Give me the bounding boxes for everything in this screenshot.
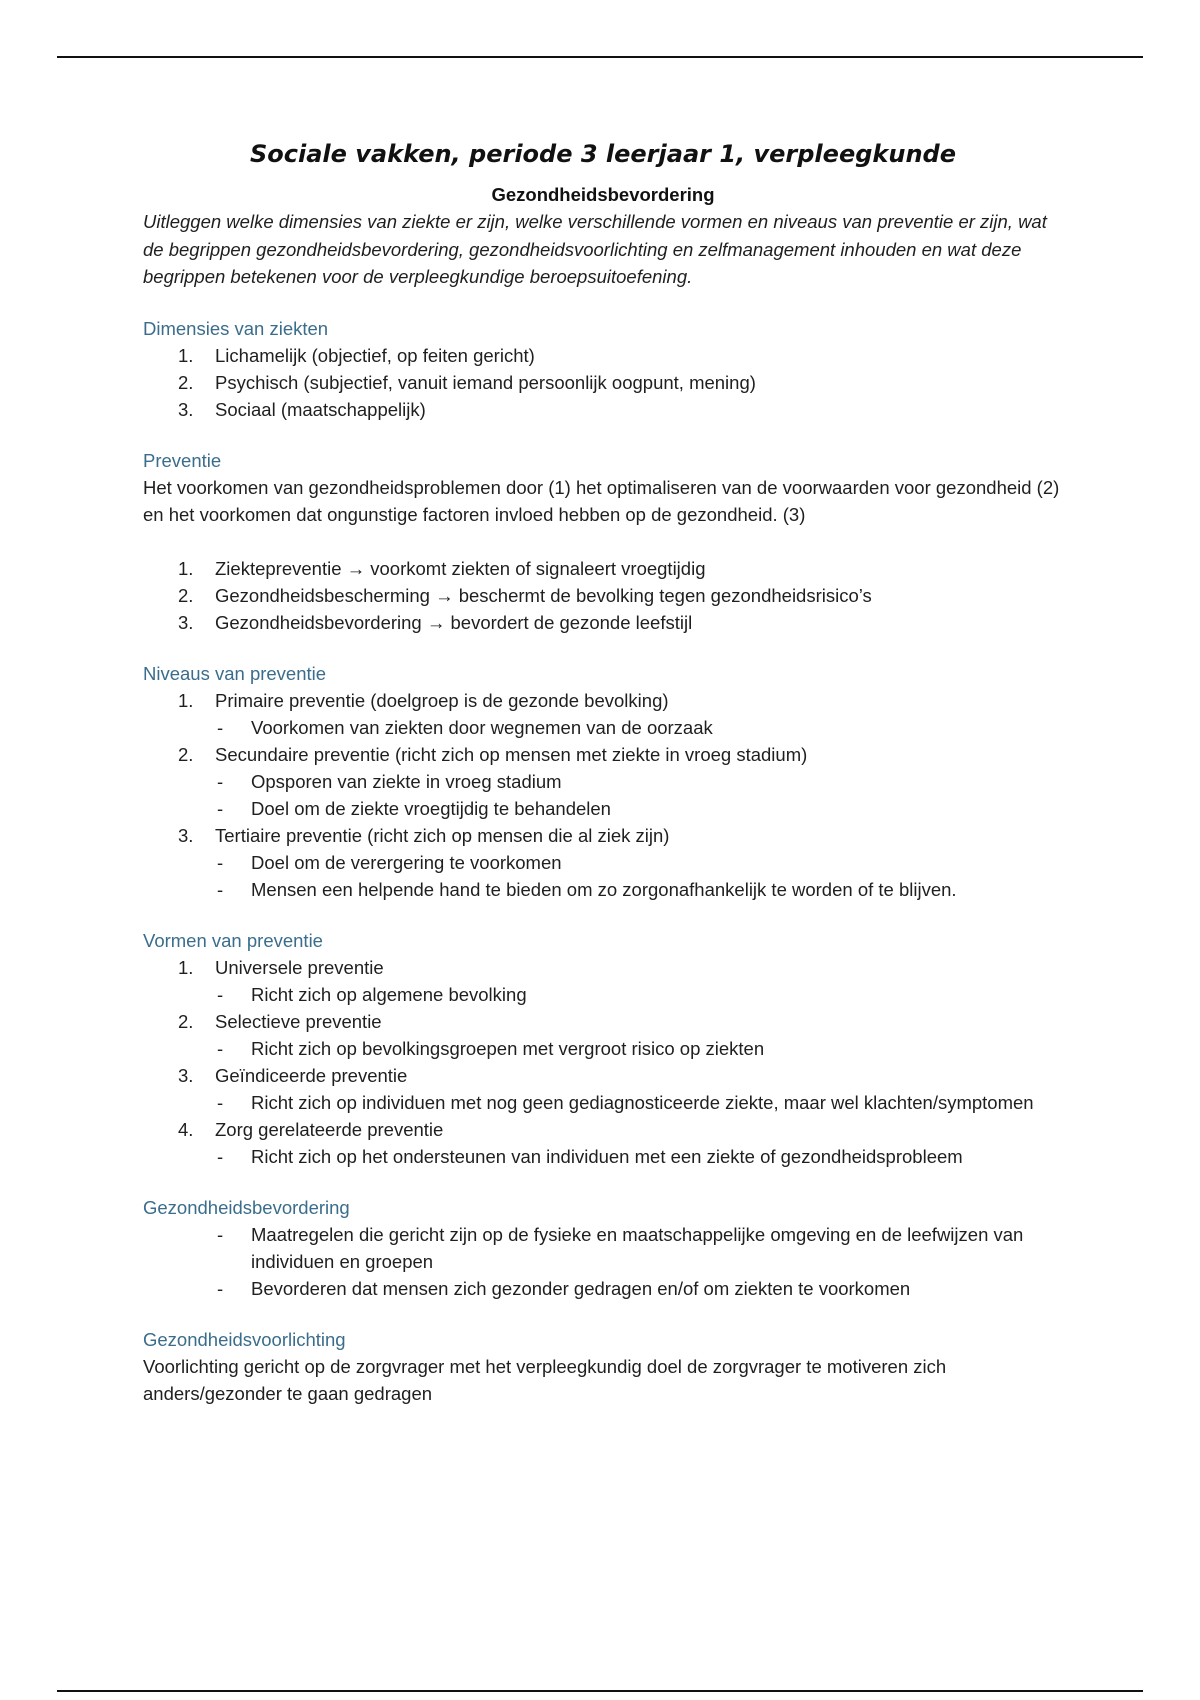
niveaus-list [143, 687, 1063, 903]
list-text: Tertiaire preventie (richt zich op mensen die al ziek zijn) [215, 824, 670, 846]
sub-text: Maatregelen die gericht zijn op de fysieke en maatschappelijke omgeving en de leefwijzen van individuen en groepen [251, 1223, 1024, 1272]
dash-bullet: - [217, 1277, 224, 1299]
preventie-list [143, 555, 1063, 636]
sub-list-item [143, 876, 1063, 903]
heading-preventie: Preventie [143, 449, 222, 471]
sub-list [215, 1089, 1063, 1116]
dash-bullet: - [217, 1145, 224, 1167]
sub-list-item [143, 1143, 1063, 1170]
list-text: Psychisch (subjectief, vanuit iemand persoonlijk oogpunt, mening) [215, 371, 756, 393]
sub-list-item [143, 1035, 1063, 1062]
preventie-paragraph: Het voorkomen van gezondheidsproblemen door (1) het optimaliseren van de voorwaarden voor gezondheid (2) en het voorkomen dat ongunstige factoren invloed hebben op de gezondheid. (3) [143, 476, 1060, 525]
dash-bullet: - [217, 878, 224, 900]
list-item [143, 741, 1063, 822]
dash-bullet: - [217, 1037, 224, 1059]
sub-list [215, 714, 1063, 741]
dash-bullet: - [217, 851, 224, 873]
vormen-list [143, 954, 1063, 1170]
sub-text: Richt zich op bevolkingsgroepen met vergroot risico op ziekten [251, 1037, 765, 1059]
list-item [143, 1062, 1063, 1116]
list-number: 2. [178, 1010, 194, 1032]
sub-text: Richt zich op individuen met nog geen gediagnosticeerde ziekte, maar wel klachten/symptomen [251, 1091, 1034, 1113]
dash-bullet: - [217, 1223, 224, 1245]
heading-dimensies: Dimensies van ziekten [143, 317, 329, 339]
list-item [143, 609, 1063, 636]
sub-list-item [143, 1089, 1063, 1116]
intro-paragraph: Uitleggen welke dimensies van ziekte er zijn, welke verschillende vormen en niveaus van preventie er zijn, wat de begrippen gezondheidsbevordering, gezondheidsvoorlichting en zelfmanagement inhouden en wat deze begrippen betekenen voor de verpleegkundige beroepsuitoefening. [143, 211, 1047, 287]
dimensies-list [143, 342, 1063, 423]
dash-bullet: - [217, 1091, 224, 1113]
list-text: Secundaire preventie (richt zich op mensen met ziekte in vroeg stadium) [215, 743, 808, 765]
list-number: 2. [178, 371, 194, 393]
heading-vormen: Vormen van preventie [143, 929, 323, 951]
sub-list-item [143, 714, 1063, 741]
list-text: Zorg gerelateerde preventie [215, 1118, 444, 1140]
sub-list [215, 1035, 1063, 1062]
list-number: 2. [178, 584, 194, 606]
sub-text: Doel om de ziekte vroegtijdig te behandelen [251, 797, 611, 819]
document-title: Sociale vakken, periode 3 leerjaar 1, verpleegkunde [250, 140, 956, 168]
top-rule [57, 56, 1143, 58]
heading-gezondheidsvoorlichting: Gezondheidsvoorlichting [143, 1328, 346, 1350]
sub-list-item [143, 981, 1063, 1008]
heading-gezondheidsbevordering: Gezondheidsbevordering [143, 1196, 350, 1218]
list-number: 3. [178, 824, 194, 846]
list-number: 1. [178, 344, 194, 366]
dash-bullet: - [217, 770, 224, 792]
list-text: Gezondheidsbescherming → beschermt de bevolking tegen gezondheidsrisico’s [215, 584, 872, 606]
bottom-rule [57, 1690, 1143, 1692]
list-number: 3. [178, 611, 194, 633]
list-number: 4. [178, 1118, 194, 1140]
list-text: Universele preventie [215, 956, 384, 978]
list-text: Primaire preventie (doelgroep is de gezonde bevolking) [215, 689, 669, 711]
bevordering-list [143, 1221, 1063, 1302]
document-subtitle: Gezondheidsbevordering [491, 184, 715, 205]
sub-text: Bevorderen dat mensen zich gezonder gedragen en/of om ziekten te voorkomen [251, 1277, 911, 1299]
list-item [143, 687, 1063, 741]
list-number: 2. [178, 743, 194, 765]
sub-text: Mensen een helpende hand te bieden om zo zorgonafhankelijk te worden of te blijven. [251, 878, 957, 900]
list-item [143, 396, 1063, 423]
list-item [143, 954, 1063, 1008]
list-text: Ziektepreventie → voorkomt ziekten of signaleert vroegtijdig [215, 557, 706, 579]
document-page [143, 140, 1063, 1408]
sub-text: Opsporen van ziekte in vroeg stadium [251, 770, 562, 792]
list-text: Gezondheidsbevordering → bevordert de gezonde leefstijl [215, 611, 693, 633]
sub-text: Richt zich op algemene bevolking [251, 983, 527, 1005]
sub-list-item [143, 1275, 1063, 1302]
list-text: Lichamelijk (objectief, op feiten gericht) [215, 344, 535, 366]
sub-list [215, 1143, 1063, 1170]
list-item [143, 342, 1063, 369]
dash-bullet: - [217, 797, 224, 819]
list-number: 3. [178, 1064, 194, 1086]
sub-text: Doel om de verergering te voorkomen [251, 851, 562, 873]
list-text: Selectieve preventie [215, 1010, 382, 1032]
sub-list-item [143, 849, 1063, 876]
list-item [143, 1008, 1063, 1062]
sub-list-item [143, 795, 1063, 822]
list-item [143, 555, 1063, 582]
heading-niveaus: Niveaus van preventie [143, 662, 327, 684]
sub-text: Voorkomen van ziekten door wegnemen van de oorzaak [251, 716, 713, 738]
sub-list-item [143, 768, 1063, 795]
dash-bullet: - [217, 983, 224, 1005]
dash-bullet: - [217, 716, 224, 738]
list-text: Geïndiceerde preventie [215, 1064, 408, 1086]
list-item [143, 582, 1063, 609]
list-number: 3. [178, 398, 194, 420]
sub-list [215, 849, 1063, 903]
sub-text: Richt zich op het ondersteunen van individuen met een ziekte of gezondheidsprobleem [251, 1145, 963, 1167]
list-number: 1. [178, 956, 194, 978]
sub-list-item [143, 1221, 1063, 1275]
list-number: 1. [178, 689, 194, 711]
list-item [143, 1116, 1063, 1170]
sub-list [215, 981, 1063, 1008]
list-item [143, 369, 1063, 396]
list-number: 1. [178, 557, 194, 579]
sub-list [215, 768, 1063, 822]
list-item [143, 822, 1063, 903]
list-text: Sociaal (maatschappelijk) [215, 398, 426, 420]
voorlichting-paragraph: Voorlichting gericht op de zorgvrager met het verpleegkundig doel de zorgvrager te motiveren zich anders/gezonder te gaan gedragen [143, 1355, 947, 1404]
